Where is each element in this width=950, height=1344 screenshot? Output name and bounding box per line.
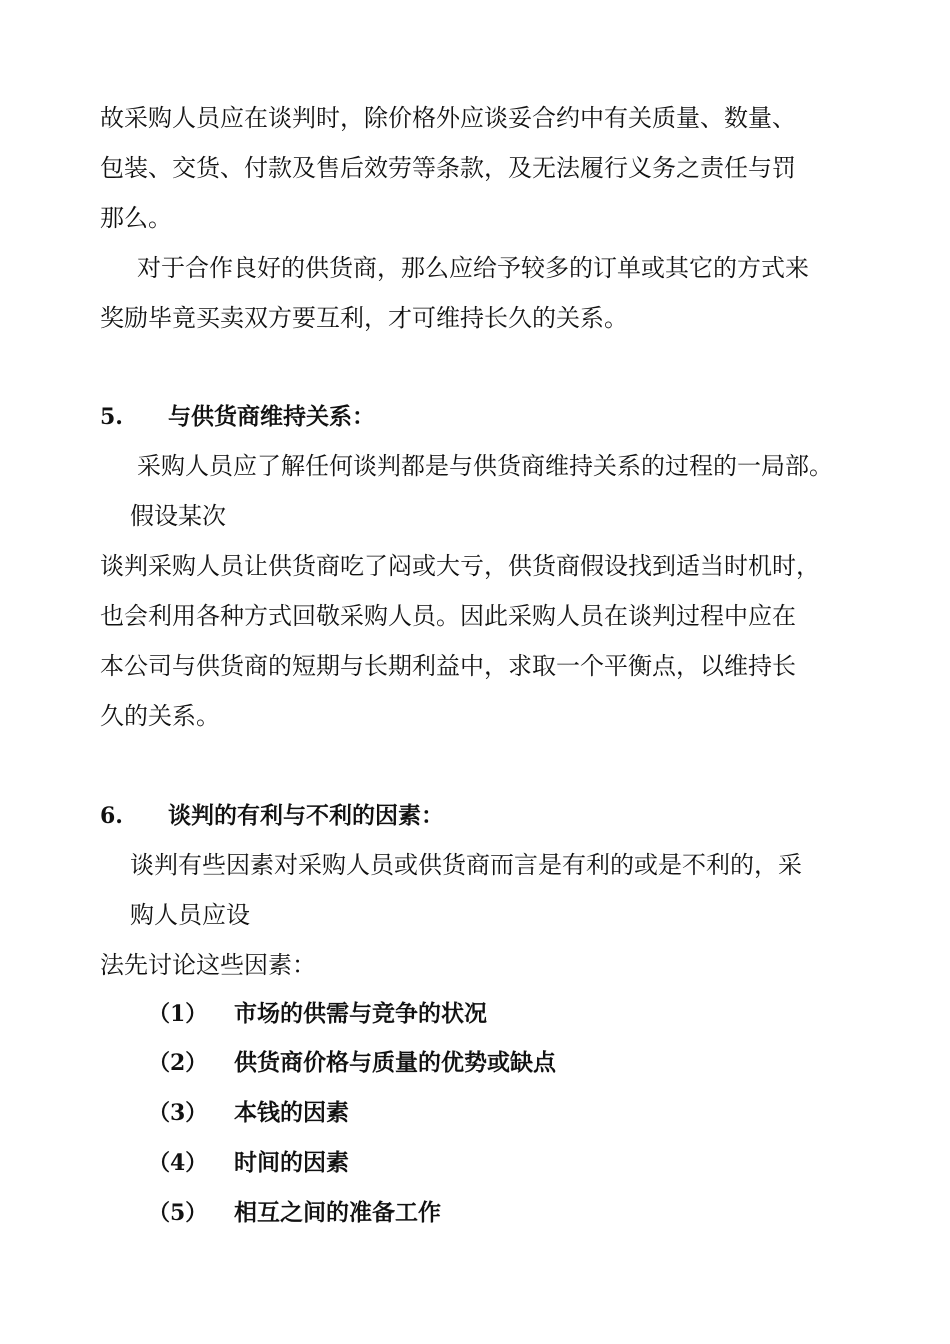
section-6-number: 6.: [100, 803, 123, 829]
list-item-number: （1）: [148, 1001, 208, 1027]
paragraph-1-line-1: 故采购人员应在谈判时，除价格外应谈妥合约中有关质量、数量、: [100, 104, 796, 132]
section-5-line-4: 也会利用各种方式回敬采购人员。因此采购人员在谈判过程中应在: [100, 602, 796, 630]
list-item-text: 时间的因素: [234, 1149, 349, 1176]
paragraph-1-line-2: 包装、交货、付款及售后效劳等条款，及无法履行义务之责任与罚: [100, 154, 796, 182]
list-item-text: 相互之间的准备工作: [234, 1199, 441, 1226]
paragraph-1-line-3: 那么。: [100, 204, 172, 232]
paragraph-2-line-1: 对于合作良好的供货商，那么应给予较多的订单或其它的方式来: [137, 254, 809, 282]
paragraph-2-line-2: 奖励毕竟买卖双方要互利，才可维持长久的关系。: [100, 304, 628, 332]
section-5-number: 5.: [100, 404, 123, 430]
section-6-line-3: 法先讨论这些因素：: [100, 951, 316, 979]
section-5-line-6: 久的关系。: [100, 702, 220, 730]
list-item-number: （2）: [148, 1050, 208, 1076]
section-6-line-2: 购人员应设: [130, 901, 250, 929]
section-5-line-3: 谈判采购人员让供货商吃了闷或大亏，供货商假设找到适当时机时，: [100, 552, 820, 580]
section-5-line-1: 采购人员应了解任何谈判都是与供货商维持关系的过程的一局部。: [137, 452, 833, 480]
list-item-number: （3）: [148, 1100, 208, 1126]
section-5-line-5: 本公司与供货商的短期与长期利益中，求取一个平衡点，以维持长: [100, 652, 796, 680]
list-item-text: 市场的供需与竞争的状况: [234, 1000, 487, 1027]
section-5-line-2: 假设某次: [130, 502, 226, 530]
list-item-text: 本钱的因素: [234, 1099, 349, 1126]
list-item-number: （5）: [148, 1200, 208, 1226]
section-6-line-1: 谈判有些因素对采购人员或供货商而言是有利的或是不利的，采: [130, 851, 802, 879]
section-5-title: 与供货商维持关系：: [168, 403, 375, 430]
list-item-number: （4）: [148, 1150, 208, 1176]
list-item-text: 供货商价格与质量的优势或缺点: [234, 1049, 556, 1076]
section-6-title: 谈判的有利与不利的因素：: [168, 802, 444, 829]
